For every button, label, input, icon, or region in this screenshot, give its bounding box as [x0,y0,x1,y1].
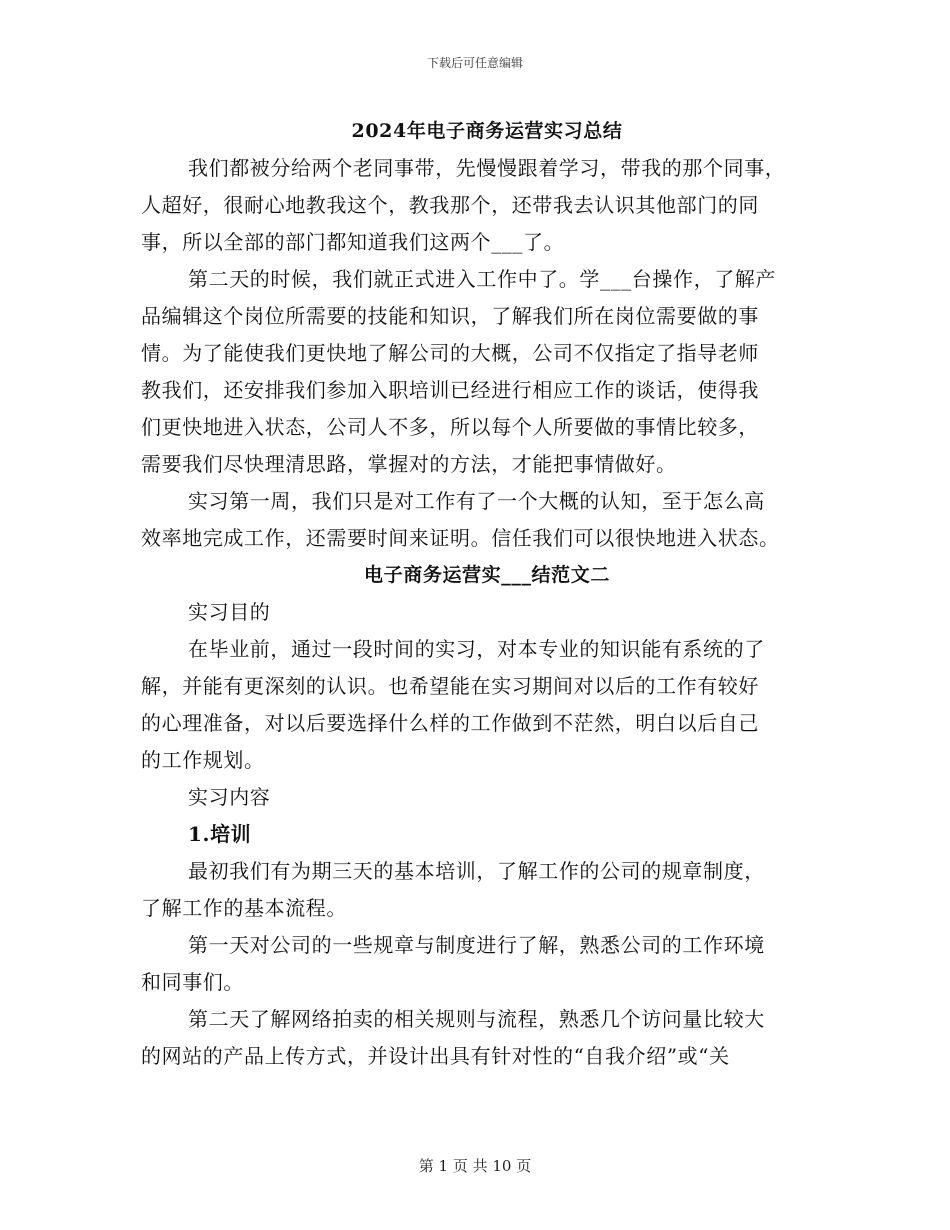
numbered-heading: 1.培训 [188,822,252,846]
paragraph-line: 了解工作的基本流程。 [141,896,347,920]
subheading: 实习内容 [188,785,271,809]
paragraph-line: 效率地完成工作，还需要时间来证明。信任我们可以很快地进入状态。 [141,526,780,550]
paragraph-line: 在毕业前，通过一段时间的实习，对本专业的知识能有系统的了 [188,637,765,661]
document-title: 2024年电子商务运营实习总结 [351,120,623,142]
paragraph-line: 最初我们有为期三天的基本培训，了解工作的公司的规章制度， [188,859,765,883]
paragraph-line: 们更快地进入状态，公司人不多，所以每个人所要做的事情比较多， [141,415,759,439]
header-note: 下载后可任意编辑 [426,56,523,70]
paragraph-line: 实习第一周，我们只是对工作有了一个大概的认知，至于怎么高 [188,489,765,513]
paragraph-line: 第二天了解网络拍卖的相关规则与流程，熟悉几个访问量比较大 [188,1007,765,1031]
paragraph-line: 第二天的时候，我们就正式进入工作中了。学___台操作，了解产 [188,267,776,291]
document-body [141,113,809,1075]
paragraph-line: 事，所以全部的部门都知道我们这两个___了。 [141,230,565,254]
subheading: 实习目的 [188,600,271,624]
paragraph-line: 的工作规划。 [141,748,265,772]
paragraph-line: 教我们，还安排我们参加入职培训已经进行相应工作的谈话，使得我 [141,378,759,402]
paragraph-line: 和同事们。 [141,970,244,994]
paragraph-line: 情。为了能使我们更快地了解公司的大概，公司不仅指定了指导老师 [141,341,759,365]
paragraph-line: 我们都被分给两个老同事带，先慢慢跟着学习，带我的那个同事， [188,156,786,180]
paragraph-line: 的网站的产品上传方式，并设计出具有针对性的“自我介绍”或“关 [141,1044,730,1068]
paragraph-line: 品编辑这个岗位所需要的技能和知识，了解我们所在岗位需要做的事 [141,304,759,328]
paragraph-line: 人超好，很耐心地教我这个，教我那个，还带我去认识其他部门的同 [141,193,759,217]
paragraph-line: 的心理准备，对以后要选择什么样的工作做到不茫然，明白以后自己 [141,711,759,735]
paragraph-line: 第一天对公司的一些规章与制度进行了解，熟悉公司的工作环境 [188,933,765,957]
paragraph-line: 需要我们尽快理清思路，掌握对的方法，才能把事情做好。 [141,452,677,476]
paragraph-line: 解，并能有更深刻的认识。也希望能在实习期间对以后的工作有较好 [141,674,759,698]
section-title: 电子商务运营实___结范文二 [364,564,610,586]
page-indicator: 第 1 页 共 10 页 [418,1157,532,1175]
